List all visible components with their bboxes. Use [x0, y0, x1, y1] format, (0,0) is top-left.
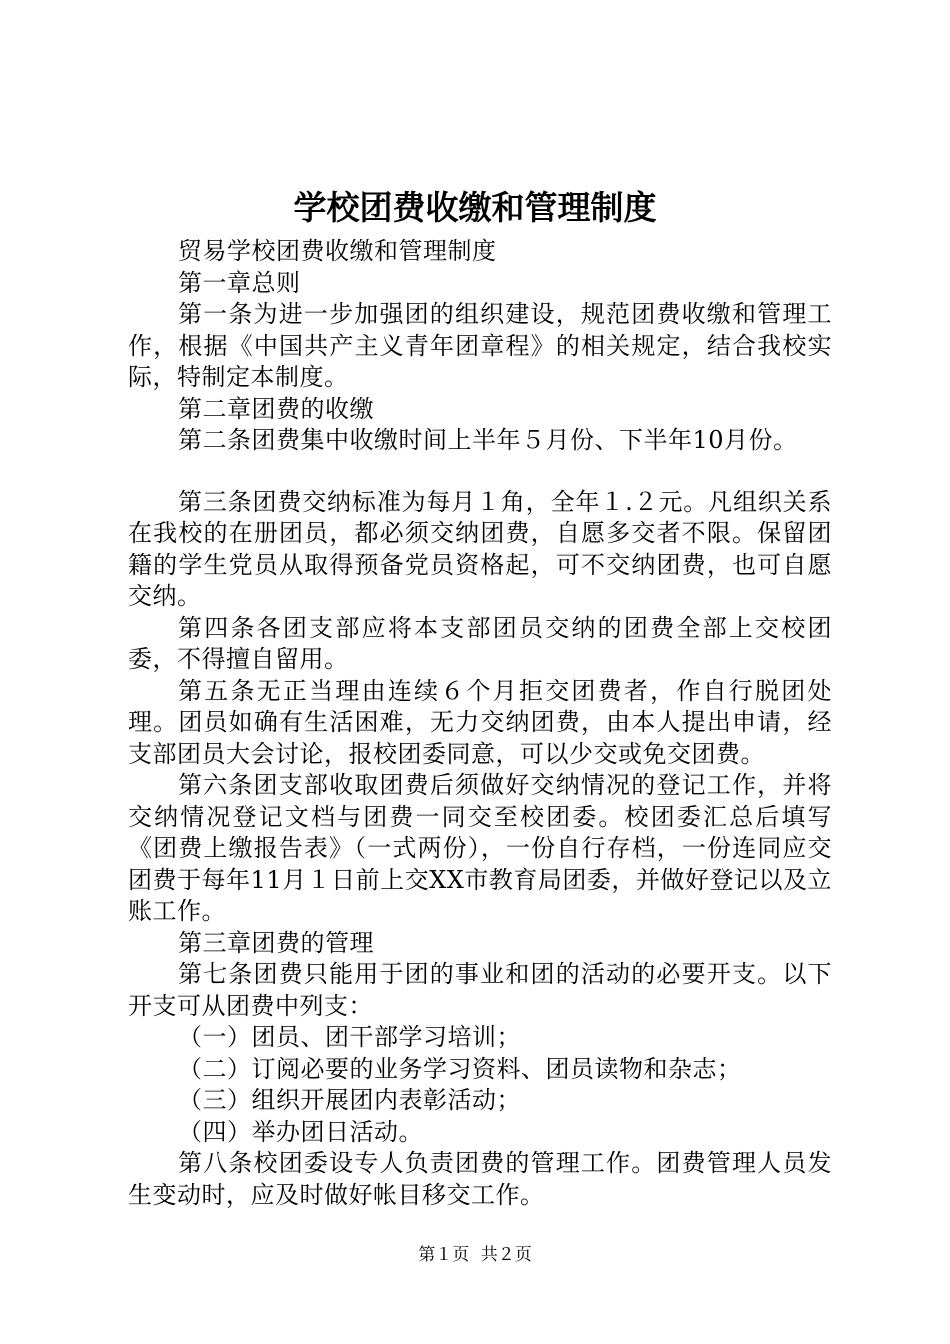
paragraph-article-1: 第一条为进一步加强团的组织建设，规范团费收缴和管理工作，根据《中国共产主义青年团章程》的相关规定，结合我校实际，特制定本制度。 — [128, 300, 832, 391]
page-footer — [0, 1244, 950, 1266]
paragraph-article-8: 第八条校团委设专人负责团费的管理工作。团费管理人员发生变动时，应及时做好帐目移交工作。 — [128, 1149, 832, 1209]
paragraph-article-5: 第五条无正当理由连续６个月拒交团费者，作自行脱团处理。团员如确有生活困难，无力交纳团费，由本人提出申请，经支部团员大会讨论，报校团委同意，可以少交或免交团费。 — [128, 676, 832, 768]
page-number-current: 第１页 — [418, 1245, 470, 1265]
paragraph-subtitle: 贸易学校团费收缴和管理制度 — [178, 237, 497, 265]
list-item-2: （二）订阅必要的业务学习资料、团员读物和杂志； — [178, 1054, 742, 1083]
list-item-4: （四）举办团日活动。 — [178, 1117, 423, 1146]
paragraph-article-3: 第三条团费交纳标准为每月１角，全年１.２元。凡组织关系在我校的在册团员，都必须交纳团费，自愿多交者不限。保留团籍的学生党员从取得预备党员资格起，可不交纳团费，也可自愿交纳。 — [128, 487, 832, 610]
paragraph-chapter-3: 第三章团费的管理 — [178, 928, 374, 957]
paragraph-article-7: 第七条团费只能用于团的事业和团的活动的必要开支。以下开支可从团费中列支： — [128, 960, 832, 1020]
paragraph-chapter-2: 第二章团费的收缴 — [178, 394, 374, 423]
page-number-total: 共２页 — [480, 1245, 532, 1265]
document-title: 学校团费收缴和管理制度 — [293, 188, 657, 227]
list-item-3: （三）组织开展团内表彰活动； — [178, 1086, 521, 1114]
paragraph-article-6: 第六条团支部收取团费后须做好交纳情况的登记工作，并将交纳情况登记文档与团费一同交至校团委。校团委汇总后填写《团费上缴报告表》（一式两份），一份自行存档，一份连同应交团费于每年11月１日前上交XX市教育局团委，并做好登记以及立账工作。 — [128, 771, 832, 925]
list-item-1: （一）团员、团干部学习培训； — [178, 1023, 521, 1051]
document-body — [128, 236, 832, 1211]
paragraph-article-4: 第四条各团支部应将本支部团员交纳的团费全部上交校团委，不得擅自留用。 — [128, 613, 832, 673]
paragraph-article-2: 第二条团费集中收缴时间上半年５月份、下半年10月份。 — [178, 426, 798, 454]
paragraph-chapter-1: 第一章总则 — [178, 268, 301, 297]
